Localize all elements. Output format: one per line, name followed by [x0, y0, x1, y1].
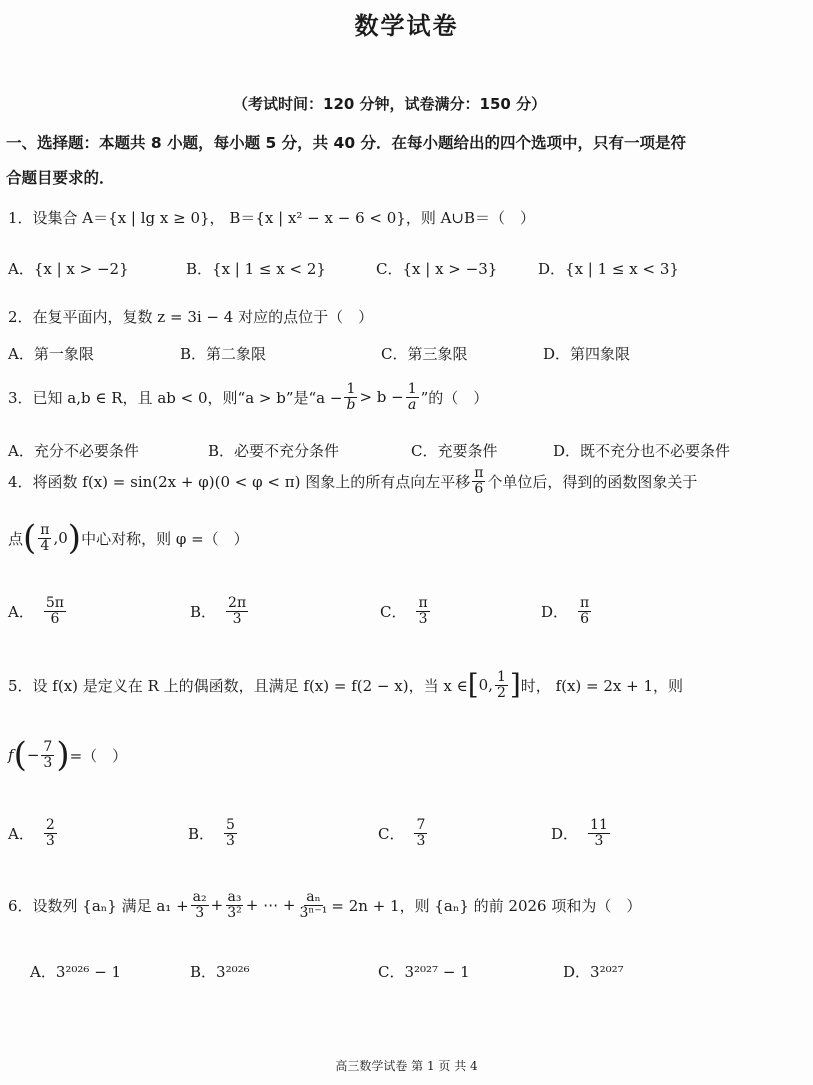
q5-option-a-denominator: 3: [45, 832, 55, 849]
q6-term-3-numerator: a₃: [227, 889, 242, 905]
q6-term-n: [297, 890, 329, 920]
q4-option-c-fraction: [416, 596, 429, 626]
section-heading-line2: 合题目要求的．: [6, 169, 115, 187]
q1-option-c[interactable]: C．{x | x > −3}: [376, 260, 498, 278]
q3-option-d[interactable]: D．既不充分也不必要条件: [553, 442, 731, 460]
q6-option-c[interactable]: C．3²⁰²⁷ − 1: [378, 963, 470, 981]
q4-point-fraction: [38, 523, 51, 553]
q6-tail: = 2n + 1，则 {aₙ} 的前 2026 项和为（ ）: [331, 896, 642, 915]
q3-option-c[interactable]: C．充要条件: [411, 442, 498, 460]
q5-interval-fraction: [495, 670, 508, 700]
q5-interval-open-bracket: [: [467, 668, 479, 702]
q4-option-d-fraction: [578, 596, 591, 626]
q5-option-a[interactable]: [8, 818, 59, 848]
q5-option-c-fraction: [414, 818, 427, 848]
q6-term-n-denominator: 3ⁿ⁻¹: [299, 904, 328, 921]
exam-info: （考试时间：120 分钟，试卷满分：150 分）: [233, 95, 547, 113]
q4-option-a-denominator: 6: [50, 610, 60, 627]
q4-lead: 4．将函数 f(x) = sin(2x + φ)(0 < φ < π) 图象上的所有点向左平移: [8, 472, 471, 491]
q5-lead: 5．设 f(x) 是定义在 R 上的偶函数，且满足 f(x) = f(2 − x)，当 x ∈: [8, 676, 468, 695]
q6-option-d[interactable]: D．3²⁰²⁷: [563, 963, 624, 981]
q4-point-close-paren: ): [67, 518, 82, 558]
q4-option-d-letter: D．: [541, 602, 569, 621]
q5-option-d[interactable]: [551, 818, 612, 848]
section-heading-line1: 一、选择题：本题共 8 小题，每小题 5 分，共 40 分．在每小题给出的四个选项中，只有一项是符: [6, 134, 687, 152]
page-title: 数学试卷: [354, 12, 459, 40]
q5-option-d-letter: D．: [551, 824, 579, 843]
q4-option-c[interactable]: [380, 596, 432, 626]
q5-arg-close-paren: ): [56, 735, 70, 775]
q4-shift-numerator: π: [474, 465, 484, 481]
question-5-stem: [8, 670, 683, 700]
page-footer: 高三数学试卷 第 1 页 共 4: [335, 1059, 478, 1073]
q6-term-3: [225, 890, 244, 920]
q6-option-b[interactable]: B．3²⁰²⁶: [190, 963, 250, 981]
q6-term-2: [191, 890, 209, 920]
q4-option-a[interactable]: [8, 596, 68, 626]
q3-lead: 3．已知 a,b ∈ R，且 ab < 0，则“a > b”是“a −: [8, 388, 343, 407]
q5-arg-open-paren: (: [13, 735, 27, 775]
q5-interval-denominator: 2: [496, 684, 506, 701]
q4-point-denominator: 4: [40, 537, 50, 554]
q5-option-b-numerator: 5: [226, 817, 235, 833]
q4-option-d-denominator: 6: [580, 610, 590, 627]
q5-option-d-denominator: 3: [594, 832, 604, 849]
q3-frac1-numerator: 1: [346, 381, 356, 397]
q5-arg-denominator: 3: [43, 754, 53, 771]
q4-shift-fraction: [472, 466, 485, 496]
q5-option-a-fraction: [44, 818, 57, 848]
q6-plus: +: [210, 896, 224, 915]
q5-option-c-numerator: 7: [416, 817, 426, 833]
q5-option-c-denominator: 3: [416, 832, 426, 849]
q3-option-a[interactable]: A．充分不必要条件: [8, 442, 139, 460]
q2-option-a[interactable]: A．第一象限: [8, 345, 94, 363]
q3-option-b[interactable]: B．必要不充分条件: [208, 442, 340, 460]
q5-interval-close-bracket: ]: [509, 668, 521, 702]
q1-option-b[interactable]: B．{x | 1 ≤ x < 2}: [186, 260, 326, 278]
q4-option-b-numerator: 2π: [228, 595, 247, 611]
q5-interval-left: 0,: [478, 676, 493, 695]
q5-option-a-numerator: 2: [45, 817, 55, 833]
q5-arg-sign: −: [26, 746, 40, 764]
q4-option-c-numerator: π: [418, 595, 428, 611]
q4-option-a-numerator: 5π: [45, 595, 64, 611]
q5-option-d-fraction: [588, 818, 610, 848]
question-2-stem: 2．在复平面内，复数 z = 3i − 4 对应的点位于（ ）: [8, 308, 374, 326]
q5-option-b-denominator: 3: [226, 832, 235, 849]
q3-frac2-numerator: 1: [407, 381, 417, 397]
question-4-stem-line2: [8, 518, 249, 558]
q5-option-c-letter: C．: [378, 824, 405, 843]
q5-line2-tail: =（ ）: [69, 746, 128, 765]
q4-option-a-letter: A．: [8, 602, 34, 621]
q5-option-b-fraction: [224, 818, 237, 848]
q5-option-a-letter: A．: [8, 824, 34, 843]
q4-option-b-fraction: [226, 596, 248, 626]
q3-frac1-denominator: b: [346, 396, 356, 413]
q3-tail: ”的（ ）: [420, 388, 489, 407]
q5-option-b-letter: B．: [188, 824, 215, 843]
q6-dots: + ⋯ +: [245, 896, 296, 915]
q4-line2-lead: 点: [8, 529, 24, 548]
q4-option-d-numerator: π: [580, 595, 590, 611]
question-4-stem: [8, 466, 697, 496]
q5-interval-numerator: 1: [496, 669, 506, 685]
q5-option-d-numerator: 11: [590, 817, 608, 833]
q4-option-b-denominator: 3: [232, 610, 242, 627]
q1-option-a[interactable]: A．{x | x > −2}: [8, 260, 129, 278]
q6-term-n-numerator: aₙ: [306, 889, 321, 905]
q4-option-c-denominator: 3: [418, 610, 428, 627]
q4-tail: 个单位后，得到的函数图象关于: [487, 472, 698, 491]
q5-func-name: f: [8, 746, 14, 764]
q5-option-c[interactable]: [378, 818, 429, 848]
q6-term-2-numerator: a₂: [192, 889, 207, 905]
question-1-stem: 1．设集合 A＝{x | lg x ≥ 0}， B＝{x | x² − x − 6 < 0}，则 A∪B＝（ ）: [8, 209, 536, 227]
q5-arg-fraction: [41, 740, 54, 770]
q4-option-a-fraction: [44, 596, 66, 626]
q5-tail: 时， f(x) = 2x + 1，则: [520, 676, 684, 695]
question-6-stem: [8, 890, 641, 920]
q3-mid: > b −: [359, 388, 404, 407]
question-5-stem-line2: [8, 735, 128, 775]
q2-option-d[interactable]: D．第四象限: [543, 345, 631, 363]
q6-term-2-denominator: 3: [195, 904, 205, 921]
question-3-stem: [8, 382, 488, 412]
q2-option-c[interactable]: C．第三象限: [381, 345, 468, 363]
q3-frac2-denominator: a: [408, 396, 417, 413]
q5-option-b[interactable]: [188, 818, 239, 848]
q4-option-b-letter: B．: [190, 602, 217, 621]
q6-term-3-denominator: 3²: [227, 904, 242, 921]
q4-option-c-letter: C．: [380, 602, 407, 621]
q6-lead: 6．设数列 {aₙ} 满足 a₁ +: [8, 896, 189, 915]
q3-fraction-1-over-b: [344, 382, 357, 412]
q4-shift-denominator: 6: [474, 480, 484, 497]
q1-option-d[interactable]: D．{x | 1 ≤ x < 3}: [538, 260, 679, 278]
q6-option-a[interactable]: A．3²⁰²⁶ − 1: [30, 963, 122, 981]
q4-point-numerator: π: [40, 521, 50, 538]
q2-option-b[interactable]: B．第二象限: [180, 345, 267, 363]
q3-fraction-1-over-a: [406, 382, 419, 412]
q5-arg-numerator: 7: [43, 738, 53, 755]
q4-point-open-paren: (: [23, 518, 37, 558]
q4-point-y: ,0: [53, 529, 68, 547]
q4-option-b[interactable]: [190, 596, 250, 626]
q4-option-d[interactable]: [541, 596, 593, 626]
q4-line2-tail: 中心对称，则 φ =（ ）: [81, 529, 249, 548]
